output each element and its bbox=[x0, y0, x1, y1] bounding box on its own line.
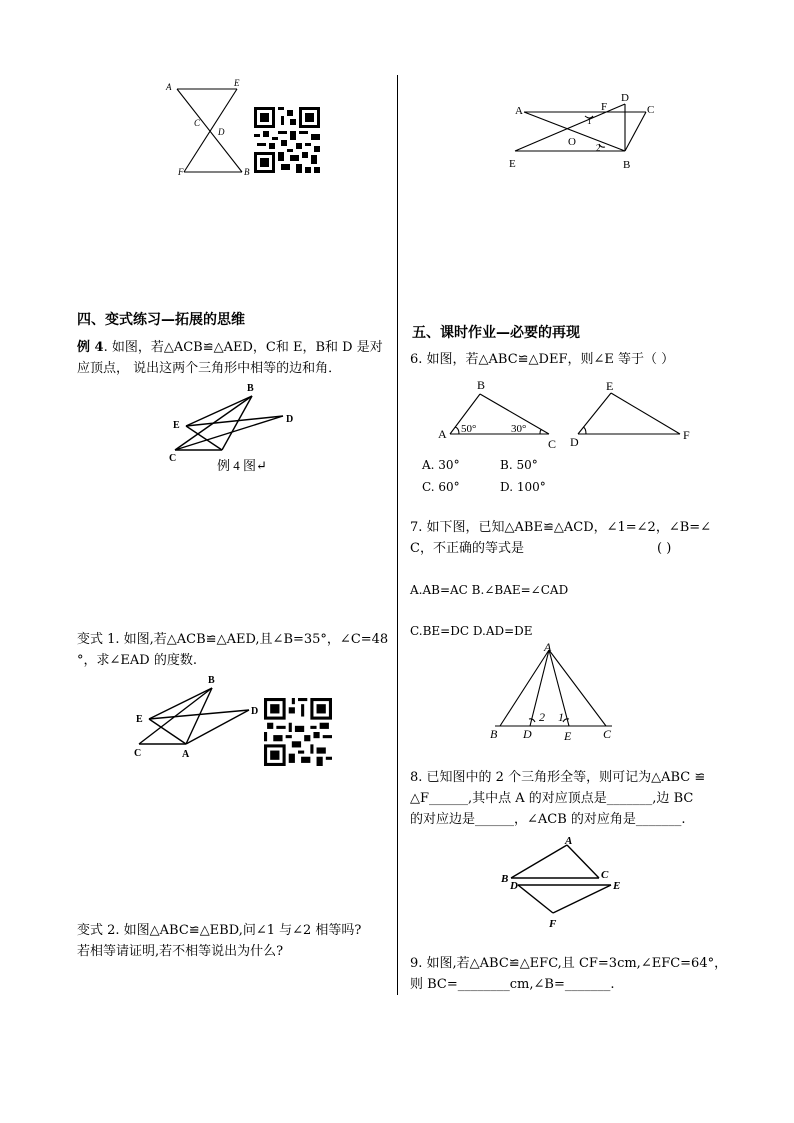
point-label-B: B bbox=[490, 727, 498, 741]
q9-line1: 9. 如图,若△ABC≌△EFC,且 CF=3cm,∠EFC=64°， bbox=[410, 956, 728, 971]
qr-code-2[interactable] bbox=[264, 697, 332, 767]
q7-answer-paren: ( ) bbox=[657, 541, 672, 556]
point-label-E: E bbox=[173, 420, 180, 431]
figure-q6 bbox=[432, 375, 702, 450]
q8-line1: 8. 已知图中的 2 个三角形全等，则可记为△ABC ≌ bbox=[410, 770, 706, 785]
q8-line3: 的对应边是______，∠ACB 的对应角是_______. bbox=[410, 812, 686, 827]
point-label-E: E bbox=[509, 158, 516, 170]
point-label-F: F bbox=[601, 101, 608, 113]
point-label-A: A bbox=[438, 427, 447, 441]
angle-label-1: 1 bbox=[587, 116, 592, 126]
point-label-C: C bbox=[647, 104, 655, 116]
qr-code-1[interactable] bbox=[254, 106, 320, 174]
figure-variant1 bbox=[130, 672, 265, 762]
q7-options-row1[interactable]: A.AB=AC B.∠BAE=∠CAD bbox=[410, 583, 569, 597]
q6-option-a[interactable]: A. 30° bbox=[422, 458, 460, 472]
column-divider bbox=[397, 75, 398, 995]
variant2-line2: 若相等请证明,若不相等说出为什么? bbox=[77, 944, 284, 959]
q9-line2: 则 BC=________cm,∠B=_______. bbox=[410, 977, 615, 992]
point-label-A: A bbox=[544, 640, 552, 654]
point-label-C: C bbox=[601, 869, 609, 881]
q7-options-row2[interactable]: C.BE=DC D.AD=DE bbox=[410, 624, 533, 638]
figure-caption: 例 4 图↵ bbox=[217, 458, 267, 473]
section4-heading: 四、变式练习—拓展的思维 bbox=[77, 312, 245, 328]
point-label-D: D bbox=[218, 127, 225, 137]
figure-example4 bbox=[165, 378, 315, 478]
point-label-A: A bbox=[182, 749, 190, 760]
q7-line2: C，不正确的等式是 bbox=[410, 541, 524, 556]
angle-label-50: 50° bbox=[461, 423, 477, 435]
q6-option-c[interactable]: C. 60° bbox=[422, 480, 460, 494]
angle-label-2: 2 bbox=[539, 710, 545, 724]
figure-q8 bbox=[496, 830, 631, 935]
q7-line1: 7. 如下图，已知△ABE≌△ACD，∠1=∠2，∠B=∠ bbox=[410, 520, 712, 535]
point-label-C: C bbox=[169, 453, 177, 464]
section5-heading: 五、课时作业—必要的再现 bbox=[412, 325, 580, 341]
point-label-A: A bbox=[565, 835, 573, 847]
point-label-B: B bbox=[477, 378, 486, 392]
point-label-F: F bbox=[683, 428, 690, 442]
point-label-E: E bbox=[136, 714, 143, 725]
variant1-line2: °，求∠EAD 的度数. bbox=[77, 653, 197, 668]
point-label-C: C bbox=[548, 437, 557, 450]
point-label-D: D bbox=[510, 880, 518, 892]
figure-top-left bbox=[160, 72, 260, 182]
point-label-D: D bbox=[286, 414, 294, 425]
figure-q7 bbox=[485, 638, 625, 743]
example4-line1 bbox=[77, 337, 383, 358]
point-label-D: D bbox=[251, 706, 259, 717]
q8-line2: △F______,其中点 A 的对应顶点是_______,边 BC bbox=[410, 791, 694, 806]
point-label-C: C bbox=[603, 727, 612, 741]
point-label-B: B bbox=[244, 167, 250, 177]
angle-label-2: 2 bbox=[596, 143, 601, 153]
point-label-B: B bbox=[623, 159, 631, 171]
point-label-C: C bbox=[194, 118, 201, 128]
angle-label-30: 30° bbox=[511, 423, 527, 435]
point-label-B: B bbox=[208, 675, 215, 686]
point-label-E: E bbox=[613, 880, 621, 892]
example4-line2: 应顶点， 说出这两个三角形中相等的边和角． bbox=[77, 361, 342, 376]
point-label-B: B bbox=[501, 873, 509, 885]
point-label-E: E bbox=[234, 78, 240, 88]
point-label-D: D bbox=[621, 92, 629, 104]
q6-line: 6. 如图，若△ABC≌△DEF，则∠E 等于（ ） bbox=[410, 352, 675, 367]
q6-option-d[interactable]: D. 100° bbox=[500, 480, 546, 494]
point-label-E: E bbox=[564, 729, 572, 743]
point-label-B: B bbox=[247, 383, 254, 394]
point-label-A: A bbox=[515, 105, 523, 117]
point-label-A: A bbox=[166, 82, 172, 92]
variant1-line1: 变式 1. 如图,若△ACB≌△AED,且∠B=35°，∠C=48 bbox=[77, 632, 389, 647]
point-label-F: F bbox=[178, 167, 184, 177]
variant2-line1: 变式 2. 如图△ABC≌△EBD,问∠1 与∠2 相等吗? bbox=[77, 923, 362, 938]
example4-label: 例 4 bbox=[77, 340, 104, 355]
q6-option-b[interactable]: B. 50° bbox=[500, 458, 538, 472]
point-label-F: F bbox=[549, 918, 557, 930]
figure-top-right bbox=[505, 90, 670, 175]
point-label-E: E bbox=[606, 379, 614, 393]
point-label-D: D bbox=[570, 435, 579, 449]
point-label-D: D bbox=[523, 727, 532, 741]
point-label-C: C bbox=[134, 748, 142, 759]
angle-label-1: 1 bbox=[558, 710, 564, 724]
point-label-O: O bbox=[568, 136, 576, 148]
example4-text1: . 如图，若△ACB≌△AED，C和 E，B和 D 是对 bbox=[103, 340, 383, 355]
